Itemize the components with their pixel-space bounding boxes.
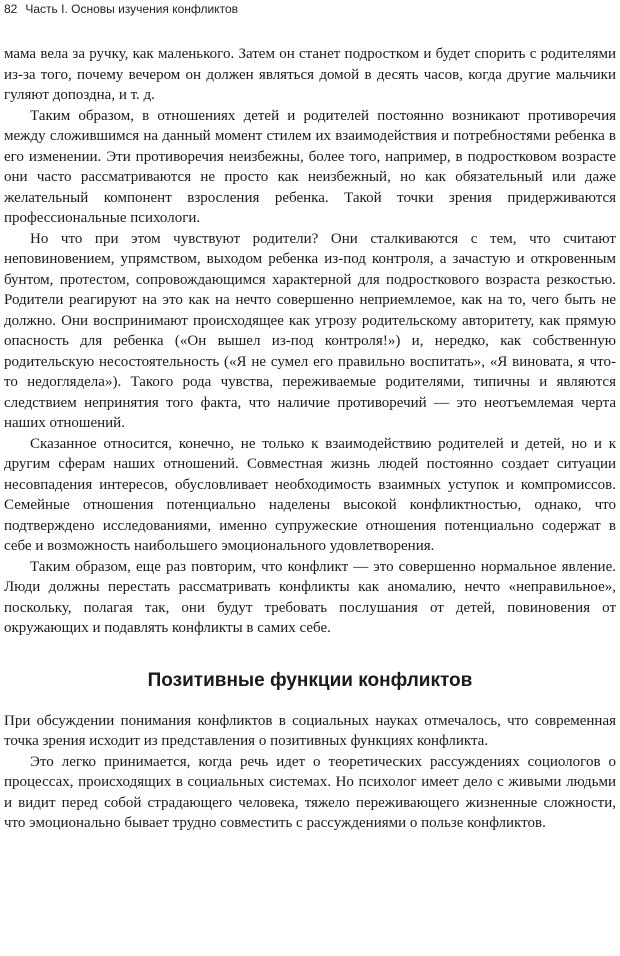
running-title: Часть I. Основы изучения конфликтов	[25, 2, 239, 16]
paragraph: Это легко принимается, когда речь идет о теоретических рассуждениях социологов о процессах, происходящих в социальных системах. Но психолог имеет дело с живыми людьми и видит перед собой страдающего человека, тяжело переживающего жизненные сложности, что эмоционально бывает трудно совместить с рассуждениями о пользе конфликтов.	[4, 753, 616, 831]
paragraph: мама вела за ручку, как маленького. Затем он станет подростком и будет спорить с родителями из-за того, почему вечером он должен являться домой в десять часов, когда другие мальчики гуляют допоздна, и т. д.	[4, 46, 616, 103]
page-number: 82	[4, 2, 18, 16]
paragraph: Таким образом, еще раз повторим, что конфликт — это совершенно нормальное явление. Люди должны перестать рассматривать конфликты как аномалию, нечто «неправильное», поскольку, полагая так, они будут требовать послушания от детей, повиновения от окружающих и подавлять конфликты в самих себе.	[4, 558, 616, 636]
running-header	[4, 2, 238, 16]
body-text	[4, 44, 616, 834]
paragraph: Таким образом, в отношениях детей и родителей постоянно возникают противоречия между сложившимся на данный момент стилем их взаимодействия и потребностями ребенка в его изменении. Эти противоречия неизбежны, более того, например, в подростковом возрасте они часто рассматриваются не просто как неизбежный, но как обязательный или даже желательный компонент взросления ребенка. Такой точки зрения придерживаются профессиональные психологи.	[4, 107, 616, 226]
paragraph: Но что при этом чувствуют родители? Они сталкиваются с тем, что считают неповиновением, упрямством, выходом ребенка из-под контроля, а зачастую и откровенным бунтом, протестом, сопровождающимся характерной для подросткового возраста резкостью. Родители реагируют на это как на нечто совершенно неприемлемое, как на то, чего быть не должно. Они воспринимают происходящее как угрозу родительскому авторитету, как прямую опасность для ребенка («Он вышел из-под контроля!») и, нередко, как собственную родительскую несостоятельность («Я не сумел его правильно воспитать», «Я виновата, я что-то недоглядела»). Такого рода чувства, переживаемые родителями, типичны и являются следствием непринятия того факта, что наличие противоречий — это неотъемлемая черта наших отношений.	[4, 230, 616, 431]
paragraph: Сказанное относится, конечно, не только к взаимодействию родителей и детей, но и к другим сферам наших отношений. Совместная жизнь людей постоянно создает ситуации несовпадения интересов, обусловливает необходимость взаимных уступок и компромиссов. Семейные отношения потенциально наделены высокой конфликтностью, однако, что подтверждено исследованиями, именно супружеские отношения потенциально содержат в себе и возможность наибольшего эмоционального удовлетворения.	[4, 435, 616, 554]
section-heading: Позитивные функции конфликтов	[147, 669, 473, 691]
paragraph: При обсуждении понимания конфликтов в социальных науках отмечалось, что современная точка зрения исходит из представления о позитивных функциях конфликта.	[4, 712, 616, 749]
